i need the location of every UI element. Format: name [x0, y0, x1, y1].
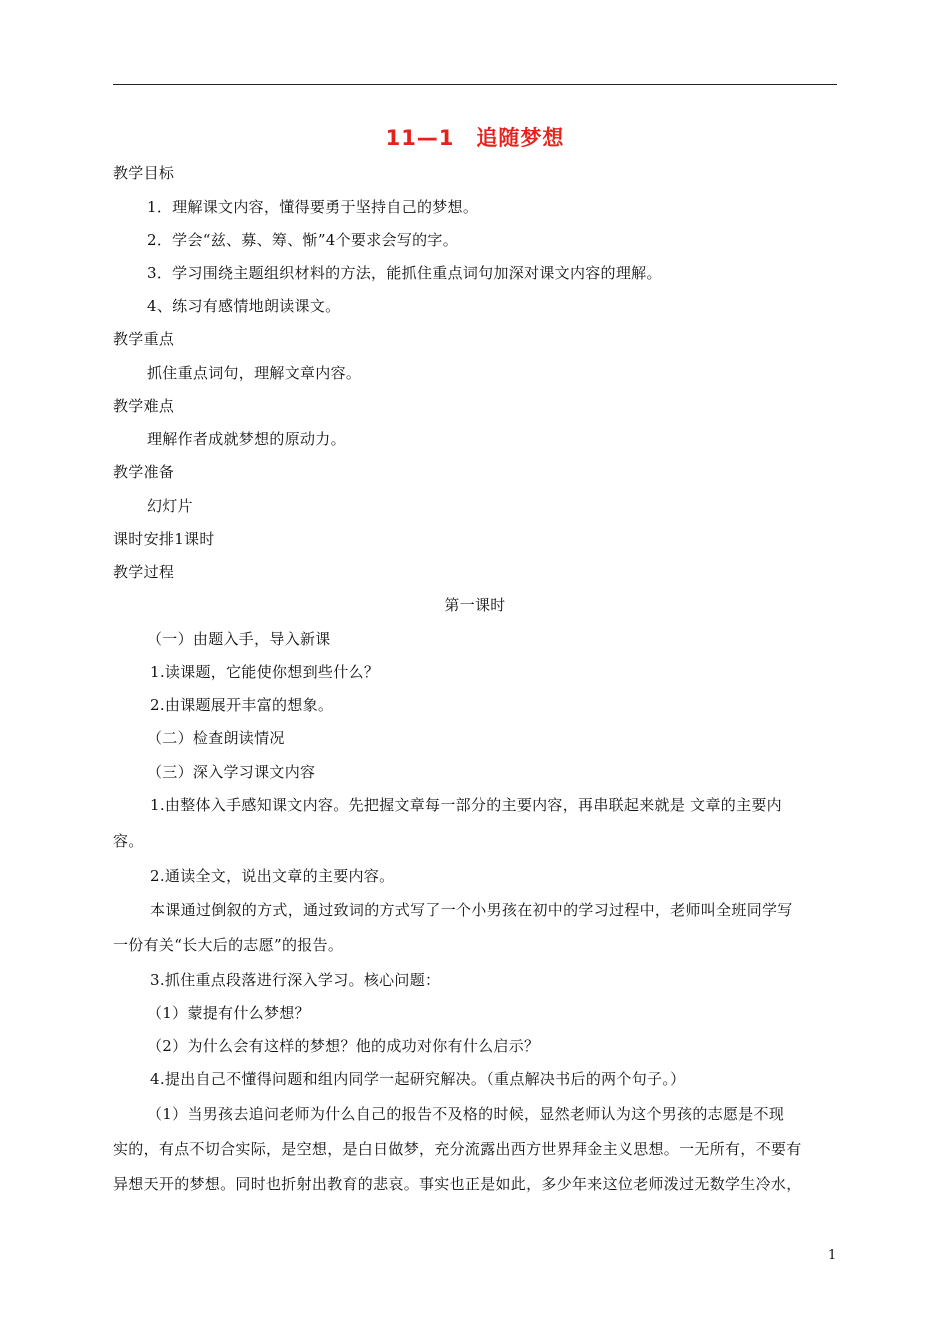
heading-preparation: 教学准备 [113, 463, 175, 481]
summary-line-1: 本课通过倒叙的方式，通过致词的方式写了一个小男孩在初中的学习过程中，老师叫全班同学写 [150, 901, 793, 919]
section-1-heading: （一）由题入手，导入新课 [147, 630, 331, 648]
section-1-item-2: 2.由课题展开丰富的想象。 [150, 696, 334, 714]
question-2: （2）为什么会有这样的梦想？他的成功对你有什么启示？ [147, 1037, 540, 1055]
page-title: 11—1 追随梦想 [385, 126, 565, 150]
heading-difficulties: 教学难点 [113, 397, 175, 415]
objective-3: 3．学习围绕主题组织材料的方法，能抓住重点词句加深对课文内容的理解。 [147, 264, 662, 282]
page-number: 1 [828, 1248, 837, 1263]
section-3-item-4: 4.提出自己不懂得问题和组内同学一起研究解决。（重点解决书后的两个句子。） [150, 1070, 686, 1088]
heading-key-points: 教学重点 [113, 330, 175, 348]
objective-4: 4、练习有感情地朗读课文。 [147, 297, 341, 315]
analysis-line-3: 异想天开的梦想。同时也折射出教育的悲哀。事实也正是如此，多少年来这位老师泼过无数学生冷水， [113, 1175, 802, 1193]
heading-process: 教学过程 [113, 563, 175, 581]
preparation-text: 幻灯片 [147, 497, 193, 515]
lesson-heading: 第一课时 [444, 596, 506, 614]
key-points-text: 抓住重点词句，理解文章内容。 [147, 364, 362, 382]
analysis-line-2: 实的，有点不切合实际，是空想，是白日做梦，充分流露出西方世界拜金主义思想。一无所有，不要有 [113, 1140, 802, 1158]
objective-2: 2．学会“兹、募、筹、惭”4个要求会写的字。 [147, 231, 459, 249]
analysis-line-1: （1）当男孩去追问老师为什么自己的报告不及格的时候，显然老师认为这个男孩的志愿是不现 [147, 1105, 785, 1123]
section-3-item-1-line-2: 容。 [113, 832, 144, 850]
section-3-heading: （三）深入学习课文内容 [147, 763, 316, 781]
section-1-item-1: 1.读课题，它能使你想到些什么？ [150, 663, 380, 681]
section-3-item-2: 2.通读全文，说出文章的主要内容。 [150, 867, 395, 885]
section-2-heading: （二）检查朗读情况 [147, 729, 285, 747]
question-1: （1）蒙提有什么梦想？ [147, 1004, 310, 1022]
section-3-item-3: 3.抓住重点段落进行深入学习。核心问题： [150, 971, 441, 989]
schedule-text: 课时安排1课时 [113, 530, 215, 548]
section-3-item-1-line-1: 1.由整体入手感知课文内容。先把握文章每一部分的主要内容，再串联起来就是 文章的主要内 [150, 796, 782, 814]
heading-objectives: 教学目标 [113, 164, 175, 182]
difficulties-text: 理解作者成就梦想的原动力。 [147, 430, 346, 448]
header-rule [113, 84, 837, 85]
objective-1: 1．理解课文内容，懂得要勇于坚持自己的梦想。 [147, 198, 479, 216]
summary-line-2: 一份有关“长大后的志愿”的报告。 [113, 936, 344, 954]
